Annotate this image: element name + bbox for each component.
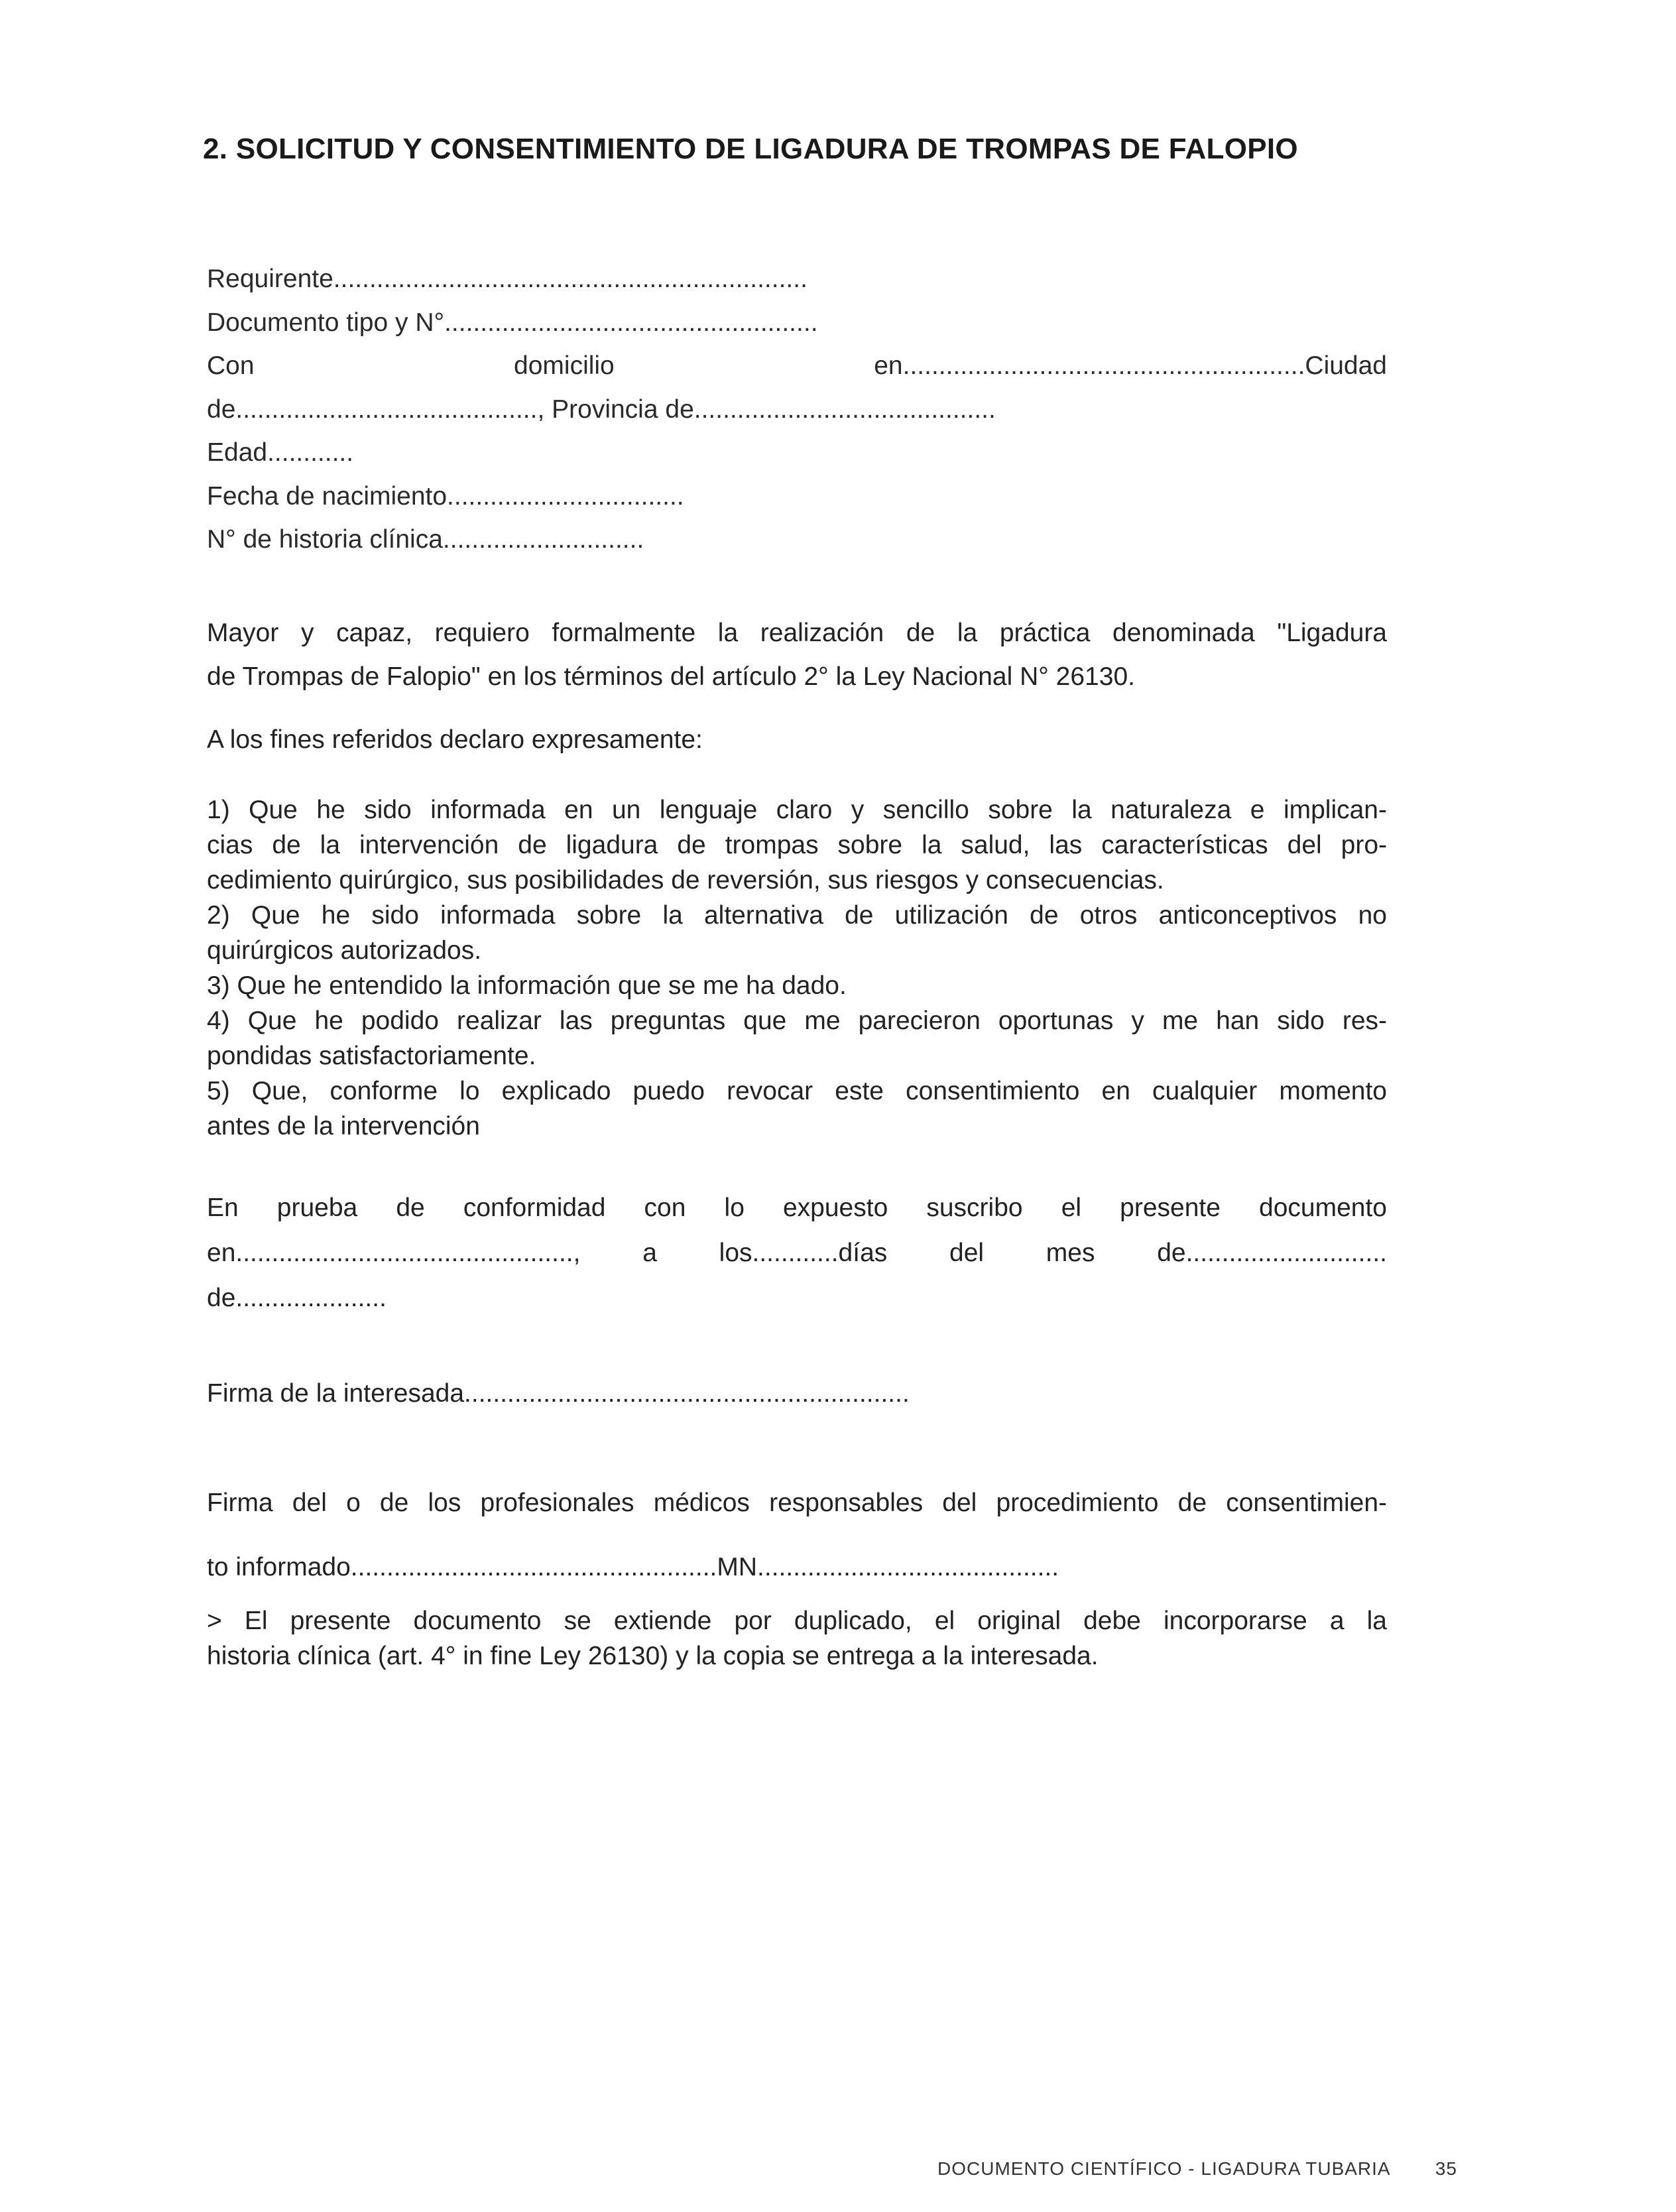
list-item-line: 4) Que he podido realizar las preguntas que me parecieron oportunas y me han sido res- [207, 1007, 1387, 1035]
signature-profesionales-line: to informado...................................................MN.......................................... [207, 1553, 1059, 1581]
list-item-line: antes de la intervención [207, 1112, 480, 1140]
conformity-paragraph [207, 1186, 1387, 1321]
field-requirente: Requirente.................................................................. [207, 265, 808, 293]
page-number: 35 [1435, 2158, 1457, 2179]
page-title: 2. SOLICITUD Y CONSENTIMIENTO DE LIGADURA DE TROMPAS DE FALOPIO [203, 133, 1298, 165]
conformity-line: de..................... [207, 1284, 387, 1312]
conformity-line: en..............................................., a los............días del mes de............................ [207, 1239, 1387, 1267]
conformity-line: En prueba de conformidad con lo expuesto suscribo el presente documento [207, 1194, 1387, 1222]
domicilio-label: domicilio [514, 351, 615, 380]
page-footer [937, 2158, 1457, 2180]
field-ciudad-provincia: de.........................................., Provincia de.......................................... [207, 395, 996, 424]
field-domicilio [207, 344, 1387, 388]
signature-profesionales-line: Firma del o de los profesionales médicos responsables del procedimiento de consentimien- [207, 1489, 1387, 1517]
intro-line: Mayor y capaz, requiero formalmente la realización de la práctica denominada "Ligadura [207, 619, 1387, 647]
intro-paragraph [207, 611, 1387, 699]
list-item-line: 3) Que he entendido la información que se me ha dado. [207, 971, 847, 1000]
list-item-line: 2) Que he sido informada sobre la alternativa de utilización de otros anticonceptivos no [207, 901, 1387, 930]
intro-line: de Trompas de Falopio" en los términos del artículo 2° la Ley Nacional N° 26130. [207, 662, 1135, 691]
declaration-list [207, 792, 1387, 1144]
field-documento: Documento tipo y N°.................................................... [207, 308, 818, 337]
domicilio-con: Con [207, 351, 255, 380]
personal-data-fields [207, 257, 1387, 562]
field-historia-clinica: N° de historia clínica............................ [207, 525, 644, 554]
note-paragraph [207, 1603, 1387, 1674]
list-item-line: 5) Que, conforme lo explicado puedo revocar este consentimiento en cualquier momento [207, 1077, 1387, 1105]
signature-interesada: Firma de la interesada.............................................................. [207, 1379, 910, 1408]
note-line: historia clínica (art. 4° in fine Ley 26130) y la copia se entrega a la interesada. [207, 1642, 1099, 1670]
list-item-line: cias de la intervención de ligadura de trompas sobre la salud, las características del pro- [207, 831, 1387, 859]
domicilio-en-ciudad: en........................................................Ciudad [874, 351, 1387, 380]
signature-profesionales [207, 1471, 1387, 1599]
list-item-line: 1) Que he sido informada en un lenguaje claro y sencillo sobre la naturaleza e implican- [207, 796, 1387, 824]
field-fecha-nacimiento: Fecha de nacimiento................................. [207, 481, 684, 511]
field-edad: Edad............ [207, 438, 354, 467]
list-item-line: pondidas satisfactoriamente. [207, 1042, 536, 1070]
footer-label: DOCUMENTO CIENTÍFICO - LIGADURA TUBARIA [937, 2158, 1390, 2179]
list-item-line: quirúrgicos autorizados. [207, 936, 482, 965]
list-item-line: cedimiento quirúrgico, sus posibilidades de reversión, sus riesgos y consecuencias. [207, 866, 1164, 894]
declaration-heading: A los fines referidos declaro expresamente: [207, 725, 703, 754]
note-line: > El presente documento se extiende por duplicado, el original debe incorporarse a la [207, 1607, 1387, 1635]
